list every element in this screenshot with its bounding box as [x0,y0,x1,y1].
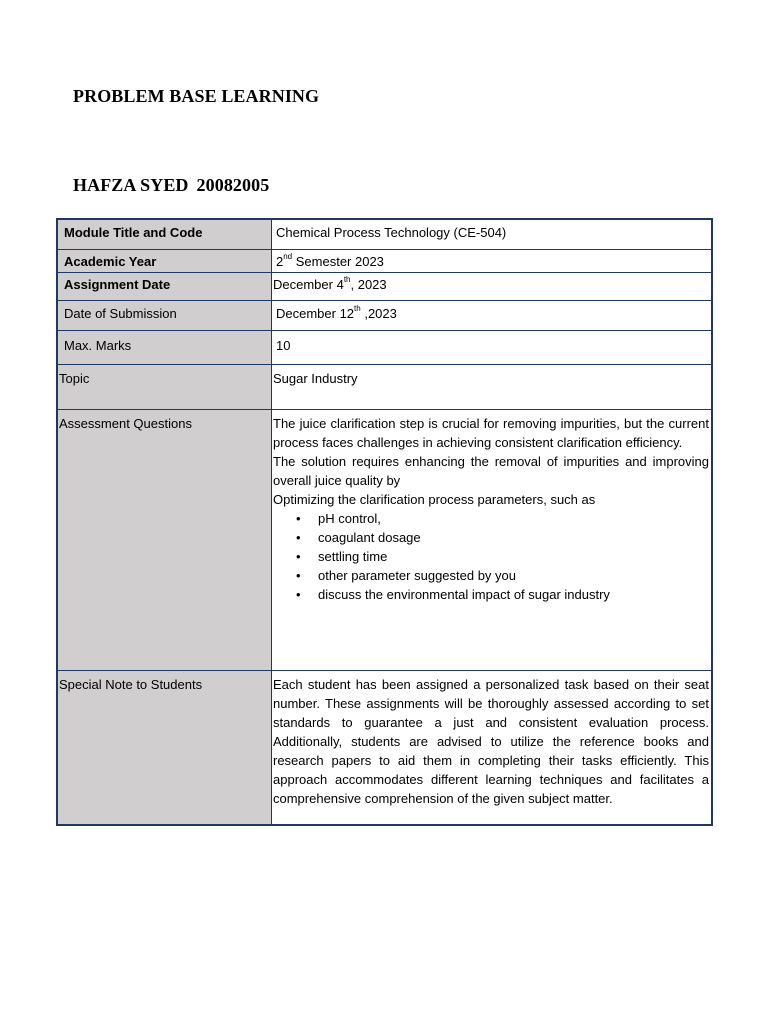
table-row-max-marks [57,330,712,364]
academic-year-label: Academic Year [64,253,157,269]
topic-value-cell [272,364,713,409]
questions-value-cell [272,409,713,670]
max-marks-label-cell [57,330,272,364]
topic-value: Sugar Industry [273,370,358,386]
submission-label: Date of Submission [64,305,177,321]
questions-bullet-list [273,509,709,604]
student-id: 20082005 [196,175,270,195]
questions-label: Assessment Questions [59,415,192,431]
questions-content [272,410,711,604]
list-item: • discuss the environmental impact of sugar industry [318,585,709,604]
questions-paragraph-2: The solution requires enhancing the removal of impurities and improving overall juice quality by [273,453,709,488]
max-marks-value-cell [272,330,713,364]
page-title: PROBLEM BASE LEARNING [73,86,320,106]
table-row-assignment-date [57,272,712,300]
module-value-cell [272,219,713,249]
submission-label-cell [57,300,272,330]
assignment-date-value-cell [272,272,713,300]
list-item: • pH control, [318,509,709,528]
note-value-cell [272,670,713,825]
table-row-topic [57,364,712,409]
assignment-date-label: Assignment Date [64,276,171,292]
module-value: Chemical Process Technology (CE-504) [276,225,507,240]
list-item: • coagulant dosage [318,528,709,547]
table-row-academic-year [57,249,712,272]
note-label: Special Note to Students [59,676,203,692]
questions-paragraph-1: The juice clarification step is crucial for removing impurities, but the current process faces challenges in achieving consistent clarification efficiency. [273,415,709,450]
student-identity [73,175,269,196]
student-name: HAFZA SYED [73,175,189,195]
table-row-module [57,219,712,249]
module-label-cell [57,219,272,249]
topic-label: Topic [59,370,90,386]
table-row-special-note [57,670,712,825]
max-marks-label: Max. Marks [64,337,132,353]
list-item: • settling time [318,547,709,566]
assignment-date-label-cell [57,272,272,300]
note-value: Each student has been assigned a personalized task based on their seat number. These assignments will be thoroughly assessed according to set standards to guarantee a just and consistent evaluation process. Additionally, students are advised to utilize the reference books and research papers to aid them in completing their tasks efficiently. This approach accommodates different learning techniques and facilitates a comprehensive comprehension of the given subject matter. [273,676,709,806]
table-row-assessment-questions [57,409,712,670]
questions-label-cell [57,409,272,670]
assignment-info-table [56,218,713,826]
academic-year-value: 2nd Semester 2023 [276,252,384,269]
assignment-date-value: December 4th, 2023 [273,275,387,292]
submission-value: December 12th ,2023 [276,304,397,321]
academic-year-value-cell [272,249,713,272]
table-row-submission [57,300,712,330]
topic-label-cell [57,364,272,409]
questions-paragraph-3: Optimizing the clarification process parameters, such as [273,491,596,507]
max-marks-value: 10 [276,337,291,353]
note-label-cell [57,670,272,825]
module-label: Module Title and Code [64,225,203,240]
list-item: • other parameter suggested by you [318,566,709,585]
submission-value-cell [272,300,713,330]
academic-year-label-cell [57,249,272,272]
